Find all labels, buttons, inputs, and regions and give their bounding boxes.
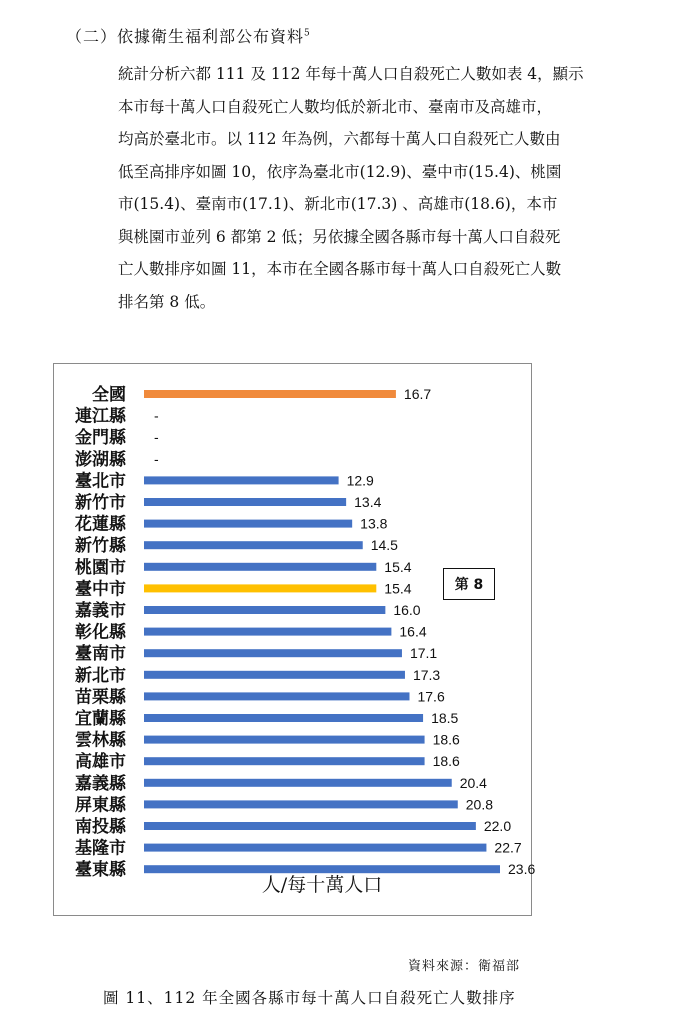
paragraph-line: 均高於臺北市。以 112 年為例，六都每十萬人口自殺死亡人數由 <box>118 130 561 148</box>
value-label: 16.0 <box>393 602 421 618</box>
value-label: 14.5 <box>370 537 398 554</box>
rank-callout: 第 8 <box>443 568 495 600</box>
chart-frame <box>53 363 536 916</box>
body-paragraph <box>118 58 658 318</box>
bar <box>144 520 352 528</box>
bar <box>144 671 405 679</box>
footnote-mark: 5 <box>304 28 311 39</box>
bar-chart <box>54 364 536 915</box>
paragraph-line: 本市每十萬人口自殺死亡人數均低於新北市、臺南市及高雄市， <box>118 97 553 116</box>
category-label: 臺北市 <box>75 471 126 492</box>
category-label: 彰化縣 <box>75 622 126 643</box>
bar <box>144 563 376 571</box>
paragraph-line: 市(15.4)、臺南市(17.1)、新北市(17.3) 、高雄市(18.6)，本市 <box>118 195 558 213</box>
value-label: 16.7 <box>403 386 432 402</box>
bar <box>144 800 458 808</box>
category-label: 臺東縣 <box>75 860 126 881</box>
category-label: 雲林縣 <box>75 730 126 751</box>
bar <box>144 390 396 398</box>
value-label: - <box>154 407 159 424</box>
value-label: 15.4 <box>384 558 412 575</box>
value-label: 16.4 <box>399 623 427 640</box>
value-label: 12.9 <box>346 472 374 489</box>
bar <box>144 736 425 744</box>
value-label: - <box>154 429 159 446</box>
category-label: 南投縣 <box>75 817 126 837</box>
category-label: 花蓮縣 <box>75 514 126 535</box>
figure-caption: 圖 11、112 年全國各縣市每十萬人口自殺死亡人數排序 <box>103 989 516 1007</box>
category-label: 嘉義縣 <box>75 773 126 794</box>
category-label: 連江縣 <box>75 406 126 427</box>
bar <box>144 584 376 592</box>
category-label: 桃園市 <box>75 557 126 578</box>
category-label: 金門縣 <box>75 428 126 449</box>
bar <box>144 498 346 506</box>
category-label: 全國 <box>92 385 126 405</box>
value-label: 18.5 <box>431 710 459 726</box>
bar <box>144 692 409 700</box>
value-label: 17.6 <box>417 688 445 705</box>
category-label: 新竹市 <box>75 493 126 513</box>
value-label: 22.7 <box>494 839 522 856</box>
value-label: 22.0 <box>483 818 512 834</box>
section-heading: （二）依據衛生福利部公布資料$^5$ <box>66 27 311 46</box>
axis-unit-label: 人/每十萬人口 <box>261 874 383 896</box>
source-note: 資料來源：衛福部 <box>408 959 521 974</box>
value-label: 18.6 <box>432 753 460 770</box>
category-label: 臺中市 <box>75 579 126 600</box>
category-label: 基隆市 <box>75 838 126 859</box>
category-label: 新北市 <box>75 665 126 686</box>
value-label: 13.4 <box>354 494 382 510</box>
value-label: 17.1 <box>409 645 438 662</box>
category-label: 屏東縣 <box>75 795 126 816</box>
bar <box>144 822 476 830</box>
bar <box>144 628 391 636</box>
paragraph-line: 亡人數排序如圖 11，本市在全國各縣市每十萬人口自殺死亡人數 <box>118 260 562 278</box>
paragraph-line: 與桃園市並列 6 都第 2 低；另依據全國各縣市每十萬人口自殺死 <box>118 227 561 246</box>
category-label: 澎湖縣 <box>75 449 126 470</box>
value-label: 20.8 <box>465 796 494 813</box>
bar <box>144 865 500 873</box>
bar <box>144 606 385 614</box>
value-label: - <box>154 450 159 467</box>
category-label: 苗栗縣 <box>75 687 126 708</box>
value-label: 20.4 <box>459 774 487 791</box>
value-label: 23.6 <box>508 861 536 878</box>
bar <box>144 757 425 765</box>
category-label: 臺南市 <box>75 644 126 665</box>
value-label: 18.6 <box>432 731 460 748</box>
bar <box>144 779 452 787</box>
bar <box>144 476 339 484</box>
paragraph-line: 低至高排序如圖 10，依序為臺北市(12.9)、臺中市(15.4)、桃園 <box>118 162 562 181</box>
bar <box>144 844 486 852</box>
category-label: 高雄市 <box>75 752 126 773</box>
category-label: 宜蘭縣 <box>75 709 126 729</box>
value-label: 15.4 <box>384 580 412 597</box>
value-label: 13.8 <box>360 515 388 532</box>
bar <box>144 541 363 549</box>
category-label: 嘉義市 <box>75 601 126 621</box>
bar <box>144 649 402 657</box>
paragraph-line: 排名第 8 低。 <box>118 292 216 311</box>
category-label: 新竹縣 <box>75 536 126 557</box>
value-label: 17.3 <box>412 666 441 683</box>
paragraph-line: 統計分析六都 111 及 112 年每十萬人口自殺死亡人數如表 4，顯示 <box>118 65 584 83</box>
bar <box>144 714 423 722</box>
